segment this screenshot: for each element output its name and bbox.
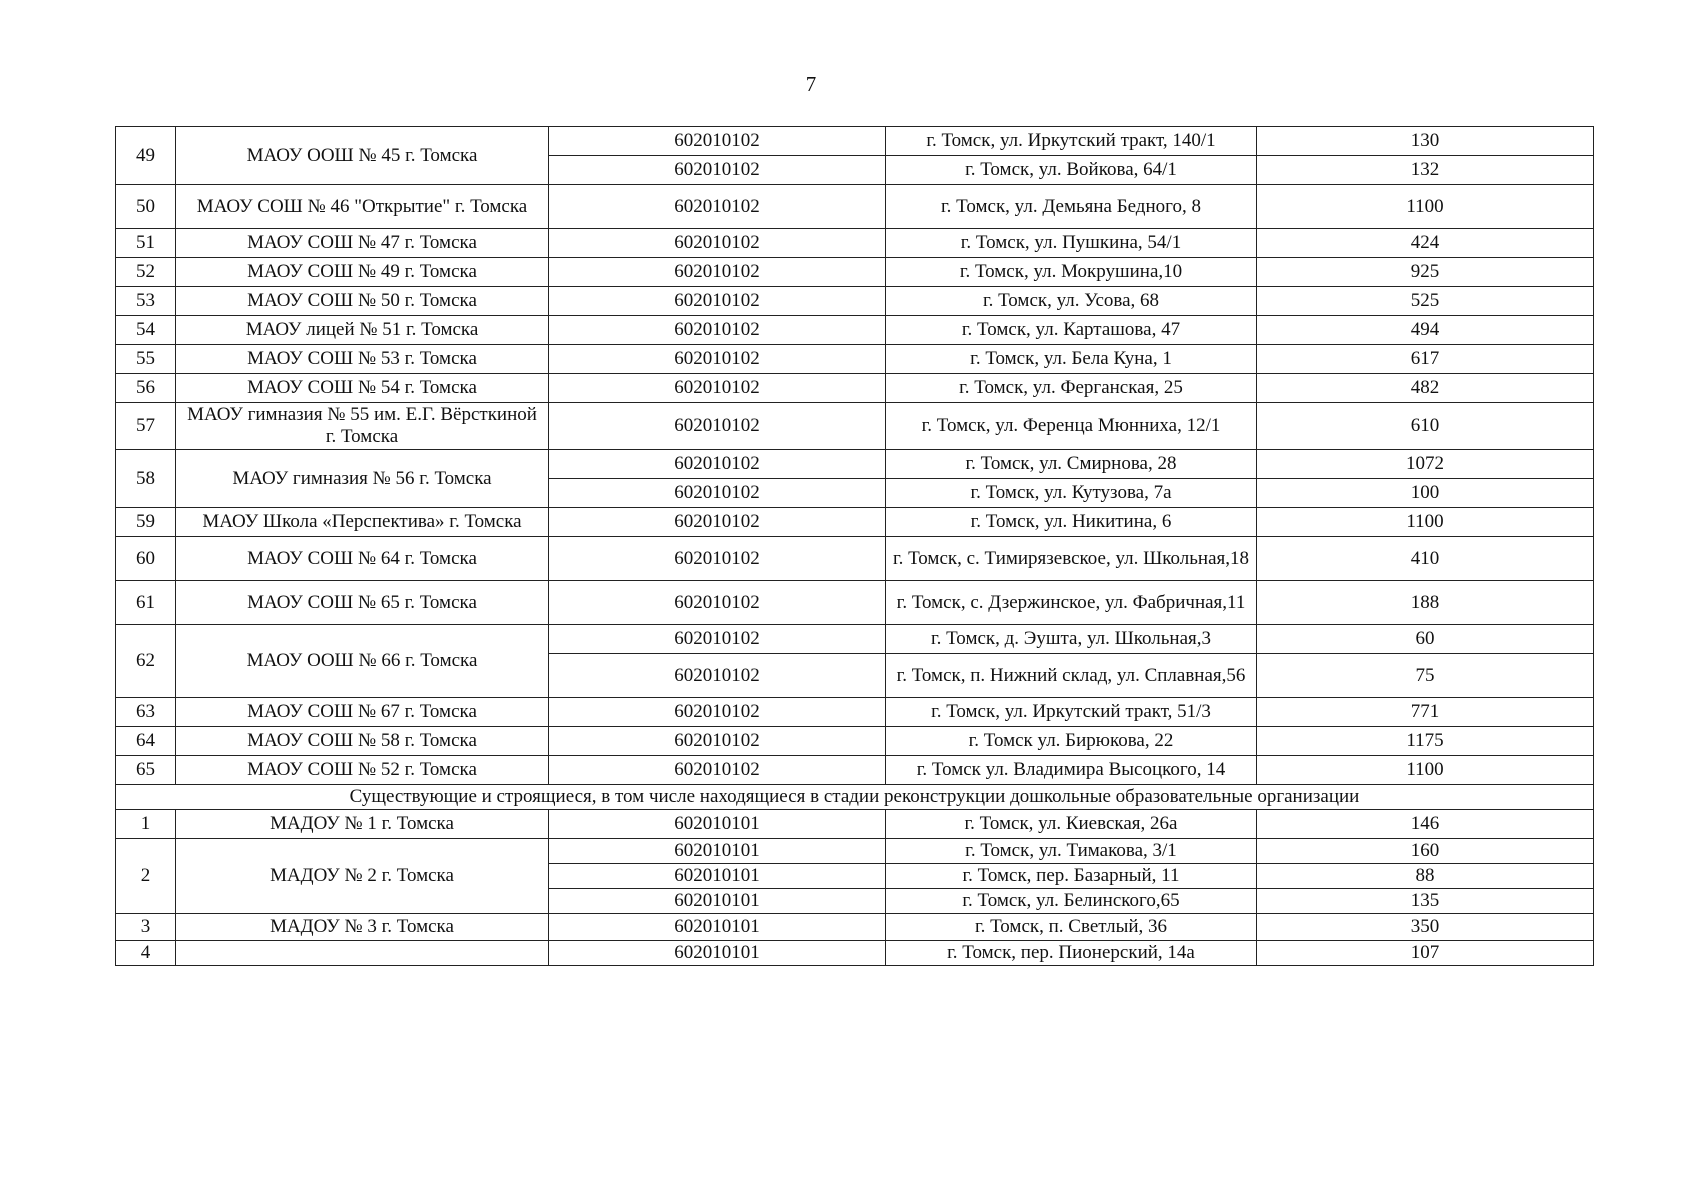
table-row — [116, 127, 1594, 156]
capacity: 146 — [1257, 810, 1594, 839]
address: г. Томск, ул. Ференца Мюнниха, 12/1 — [886, 403, 1257, 450]
table-row — [116, 403, 1594, 450]
institution-name: МАОУ СОШ № 50 г. Томска — [176, 287, 549, 316]
oktmo-code: 602010101 — [549, 810, 886, 839]
address: г. Томск, ул. Иркутский тракт, 140/1 — [886, 127, 1257, 156]
address: г. Томск, с. Дзержинское, ул. Фабричная,11 — [886, 581, 1257, 625]
capacity: 1072 — [1257, 450, 1594, 479]
oktmo-code: 602010102 — [549, 625, 886, 654]
oktmo-code: 602010102 — [549, 756, 886, 785]
row-number: 56 — [116, 374, 176, 403]
capacity: 424 — [1257, 229, 1594, 258]
row-number: 51 — [116, 229, 176, 258]
oktmo-code: 602010101 — [549, 941, 886, 966]
capacity: 160 — [1257, 839, 1594, 864]
table-row — [116, 941, 1594, 966]
schools-section — [116, 127, 1594, 785]
row-number: 50 — [116, 185, 176, 229]
oktmo-code: 602010102 — [549, 185, 886, 229]
table-row — [116, 581, 1594, 625]
capacity: 1100 — [1257, 185, 1594, 229]
row-number: 1 — [116, 810, 176, 839]
institution-name: МАДОУ № 3 г. Томска — [176, 914, 549, 941]
institution-name: МАОУ СОШ № 47 г. Томска — [176, 229, 549, 258]
table-row — [116, 727, 1594, 756]
row-number: 57 — [116, 403, 176, 450]
institution-name: МАОУ СОШ № 64 г. Томска — [176, 537, 549, 581]
oktmo-code: 602010101 — [549, 864, 886, 889]
oktmo-code: 602010102 — [549, 287, 886, 316]
institution-name: МАОУ лицей № 51 г. Томска — [176, 316, 549, 345]
address: г. Томск, ул. Белинского,65 — [886, 889, 1257, 914]
table-row — [116, 839, 1594, 864]
table-row — [116, 229, 1594, 258]
oktmo-code: 602010102 — [549, 537, 886, 581]
table-row — [116, 537, 1594, 581]
address: г. Томск ул. Бирюкова, 22 — [886, 727, 1257, 756]
oktmo-code: 602010102 — [549, 345, 886, 374]
oktmo-code: 602010102 — [549, 479, 886, 508]
capacity: 482 — [1257, 374, 1594, 403]
row-number: 53 — [116, 287, 176, 316]
row-number: 54 — [116, 316, 176, 345]
row-number: 58 — [116, 450, 176, 508]
institution-name: МАОУ Школа «Перспектива» г. Томска — [176, 508, 549, 537]
table-row — [116, 185, 1594, 229]
row-number: 63 — [116, 698, 176, 727]
row-number: 55 — [116, 345, 176, 374]
capacity: 617 — [1257, 345, 1594, 374]
institution-name: МАОУ СОШ № 53 г. Томска — [176, 345, 549, 374]
institution-name: МАОУ ООШ № 66 г. Томска — [176, 625, 549, 698]
oktmo-code: 602010102 — [549, 403, 886, 450]
capacity: 88 — [1257, 864, 1594, 889]
institution-name: МАОУ СОШ № 52 г. Томска — [176, 756, 549, 785]
institution-name: МАОУ СОШ № 54 г. Томска — [176, 374, 549, 403]
address: г. Томск, ул. Киевская, 26а — [886, 810, 1257, 839]
capacity: 132 — [1257, 156, 1594, 185]
capacity: 771 — [1257, 698, 1594, 727]
capacity: 75 — [1257, 654, 1594, 698]
capacity: 410 — [1257, 537, 1594, 581]
capacity: 925 — [1257, 258, 1594, 287]
capacity: 494 — [1257, 316, 1594, 345]
oktmo-code: 602010102 — [549, 316, 886, 345]
oktmo-code: 602010102 — [549, 450, 886, 479]
address: г. Томск, с. Тимирязевское, ул. Школьная,18 — [886, 537, 1257, 581]
table-row — [116, 508, 1594, 537]
institution-name: МАОУ гимназия № 56 г. Томска — [176, 450, 549, 508]
address: г. Томск, пер. Пионерский, 14а — [886, 941, 1257, 966]
capacity: 188 — [1257, 581, 1594, 625]
table-row — [116, 316, 1594, 345]
capacity: 60 — [1257, 625, 1594, 654]
address: г. Томск, д. Эушта, ул. Школьная,3 — [886, 625, 1257, 654]
table-row — [116, 287, 1594, 316]
section-header: Существующие и строящиеся, в том числе находящиеся в стадии реконструкции дошкольные образовательные организации — [116, 785, 1594, 810]
capacity: 135 — [1257, 889, 1594, 914]
address: г. Томск, ул. Тимакова, 3/1 — [886, 839, 1257, 864]
address: г. Томск, пер. Базарный, 11 — [886, 864, 1257, 889]
preschools-header-section — [116, 785, 1594, 810]
row-number: 3 — [116, 914, 176, 941]
row-number: 60 — [116, 537, 176, 581]
row-number: 64 — [116, 727, 176, 756]
institution-name: МАОУ гимназия № 55 им. Е.Г. Вёрсткиной г. Томска — [176, 403, 549, 450]
row-number: 62 — [116, 625, 176, 698]
capacity: 100 — [1257, 479, 1594, 508]
row-number: 49 — [116, 127, 176, 185]
institution-name: МАОУ СОШ № 49 г. Томска — [176, 258, 549, 287]
table-row — [116, 450, 1594, 479]
address: г. Томск, п. Светлый, 36 — [886, 914, 1257, 941]
institution-name: МАОУ СОШ № 46 "Открытие" г. Томска — [176, 185, 549, 229]
address: г. Томск, ул. Бела Куна, 1 — [886, 345, 1257, 374]
capacity: 350 — [1257, 914, 1594, 941]
institution-name: МАОУ СОШ № 58 г. Томска — [176, 727, 549, 756]
address: г. Томск, ул. Усова, 68 — [886, 287, 1257, 316]
oktmo-code: 602010102 — [549, 581, 886, 625]
row-number: 61 — [116, 581, 176, 625]
oktmo-code: 602010102 — [549, 156, 886, 185]
row-number: 2 — [116, 839, 176, 914]
institution-name: МАОУ СОШ № 67 г. Томска — [176, 698, 549, 727]
oktmo-code: 602010102 — [549, 698, 886, 727]
address: г. Томск, ул. Мокрушина,10 — [886, 258, 1257, 287]
oktmo-code: 602010101 — [549, 914, 886, 941]
table-row — [116, 374, 1594, 403]
capacity: 107 — [1257, 941, 1594, 966]
table-row — [116, 756, 1594, 785]
row-number: 4 — [116, 941, 176, 966]
oktmo-code: 602010102 — [549, 229, 886, 258]
table-row — [116, 258, 1594, 287]
capacity: 1100 — [1257, 508, 1594, 537]
institution-name: МАДОУ № 2 г. Томска — [176, 839, 549, 914]
table-row — [116, 914, 1594, 941]
page-number: 7 — [805, 72, 817, 96]
capacity: 1175 — [1257, 727, 1594, 756]
capacity: 130 — [1257, 127, 1594, 156]
institution-name: МАОУ СОШ № 65 г. Томска — [176, 581, 549, 625]
capacity: 610 — [1257, 403, 1594, 450]
table-row — [116, 698, 1594, 727]
institution-name: МАДОУ № 1 г. Томска — [176, 810, 549, 839]
oktmo-code: 602010102 — [549, 727, 886, 756]
institutions-table — [115, 126, 1594, 966]
table-row — [116, 625, 1594, 654]
address: г. Томск, ул. Ферганская, 25 — [886, 374, 1257, 403]
oktmo-code: 602010102 — [549, 258, 886, 287]
address: г. Томск, ул. Иркутский тракт, 51/3 — [886, 698, 1257, 727]
preschools-section — [116, 810, 1594, 966]
capacity: 525 — [1257, 287, 1594, 316]
address: г. Томск, ул. Войкова, 64/1 — [886, 156, 1257, 185]
table-row — [116, 345, 1594, 374]
oktmo-code: 602010101 — [549, 839, 886, 864]
address: г. Томск, ул. Никитина, 6 — [886, 508, 1257, 537]
oktmo-code: 602010101 — [549, 889, 886, 914]
institution-name — [176, 941, 549, 966]
address: г. Томск, ул. Демьяна Бедного, 8 — [886, 185, 1257, 229]
address: г. Томск, ул. Смирнова, 28 — [886, 450, 1257, 479]
oktmo-code: 602010102 — [549, 374, 886, 403]
row-number: 59 — [116, 508, 176, 537]
address: г. Томск ул. Владимира Высоцкого, 14 — [886, 756, 1257, 785]
section-header-row — [116, 785, 1594, 810]
oktmo-code: 602010102 — [549, 508, 886, 537]
address: г. Томск, п. Нижний склад, ул. Сплавная,56 — [886, 654, 1257, 698]
capacity: 1100 — [1257, 756, 1594, 785]
table-row — [116, 810, 1594, 839]
row-number: 65 — [116, 756, 176, 785]
oktmo-code: 602010102 — [549, 654, 886, 698]
address: г. Томск, ул. Карташова, 47 — [886, 316, 1257, 345]
institution-name: МАОУ ООШ № 45 г. Томска — [176, 127, 549, 185]
address: г. Томск, ул. Пушкина, 54/1 — [886, 229, 1257, 258]
row-number: 52 — [116, 258, 176, 287]
oktmo-code: 602010102 — [549, 127, 886, 156]
address: г. Томск, ул. Кутузова, 7а — [886, 479, 1257, 508]
